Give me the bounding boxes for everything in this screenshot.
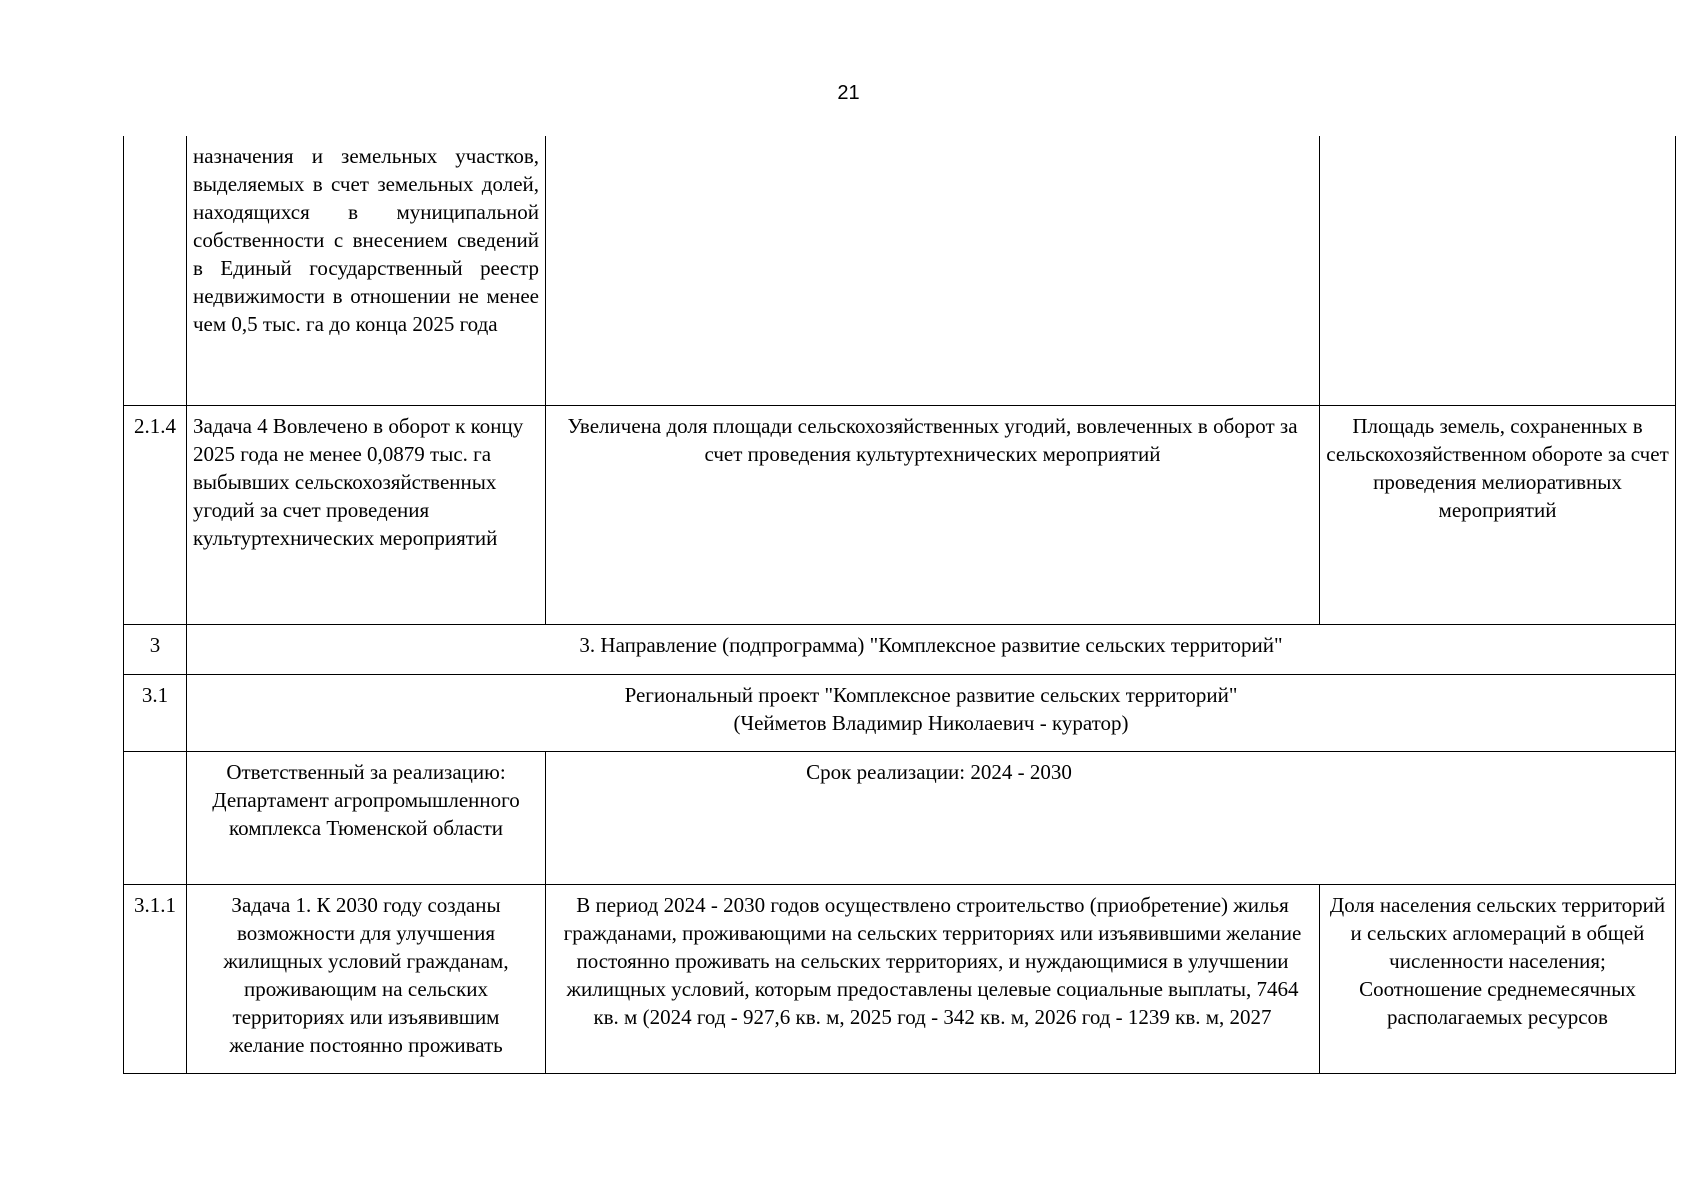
row-number: 3.1 bbox=[124, 674, 187, 751]
project-name: Региональный проект "Комплексное развитие сельских территорий" bbox=[624, 682, 1238, 707]
result-cell: Увеличена доля площади сельскохозяйственных угодий, вовлеченных в оборот за счет проведения культуртехнических мероприятий bbox=[546, 405, 1320, 624]
period-text: Срок реализации: 2024 - 2030 bbox=[806, 759, 1072, 784]
project-curator: (Чейметов Владимир Николаевич - куратор) bbox=[733, 710, 1129, 735]
program-table bbox=[123, 136, 1676, 1074]
result-cell bbox=[546, 136, 1320, 405]
indicator-cell: Доля населения сельских территорий и сельских агломераций в общей численности населения; Соотношение среднемесячных располагаемых ресурсов bbox=[1320, 884, 1676, 1073]
table-row bbox=[124, 751, 1676, 884]
result-cell: В период 2024 - 2030 годов осуществлено строительство (приобретение) жилья гражданами, проживающими на сельских территориях или изъявившими желание постоянно проживать на сельских территориях, и нуждающимися в улучшении жилищных условий, которым предоставлены целевые социальные выплаты, 7464 кв. м (2024 год - 927,6 кв. м, 2025 год - 342 кв. м, 2026 год - 1239 кв. м, 2027 bbox=[546, 884, 1320, 1073]
row-number: 3.1.1 bbox=[124, 884, 187, 1073]
task-cell: назначения и земельных участков, выделяемых в счет земельных долей, находящихся в муниципальной собственности с внесением сведений в Единый государственный реестр недвижимости в отношении не менее чем 0,5 тыс. га до конца 2025 года bbox=[187, 136, 546, 405]
indicator-cell: Площадь земель, сохраненных в сельскохозяйственном обороте за счет проведения мелиоративных мероприятий bbox=[1320, 405, 1676, 624]
row-number bbox=[124, 136, 187, 405]
row-number: 3 bbox=[124, 624, 187, 674]
table-row bbox=[124, 624, 1676, 674]
indicator-cell bbox=[1320, 136, 1676, 405]
subprogram-title: 3. Направление (подпрограмма) "Комплексное развитие сельских территорий" bbox=[187, 624, 1676, 674]
project-title bbox=[187, 674, 1676, 751]
table-row bbox=[124, 884, 1676, 1073]
row-number: 2.1.4 bbox=[124, 405, 187, 624]
task-cell: Задача 4 Вовлечено в оборот к концу 2025 года не менее 0,0879 тыс. га выбывших сельскохозяйственных угодий за счет проведения культуртехнических мероприятий bbox=[187, 405, 546, 624]
table-row bbox=[124, 405, 1676, 624]
page-number: 21 bbox=[837, 82, 860, 104]
period-cell bbox=[546, 751, 1676, 884]
row-number-empty bbox=[124, 751, 187, 884]
responsible-cell: Ответственный за реализацию: Департамент агропромышленного комплекса Тюменской области bbox=[187, 751, 546, 884]
table-row bbox=[124, 136, 1676, 405]
task-cell: Задача 1. К 2030 году созданы возможности для улучшения жилищных условий гражданам, проживающим на сельских территориях или изъявившим желание постоянно проживать bbox=[187, 884, 546, 1073]
table-row bbox=[124, 674, 1676, 751]
